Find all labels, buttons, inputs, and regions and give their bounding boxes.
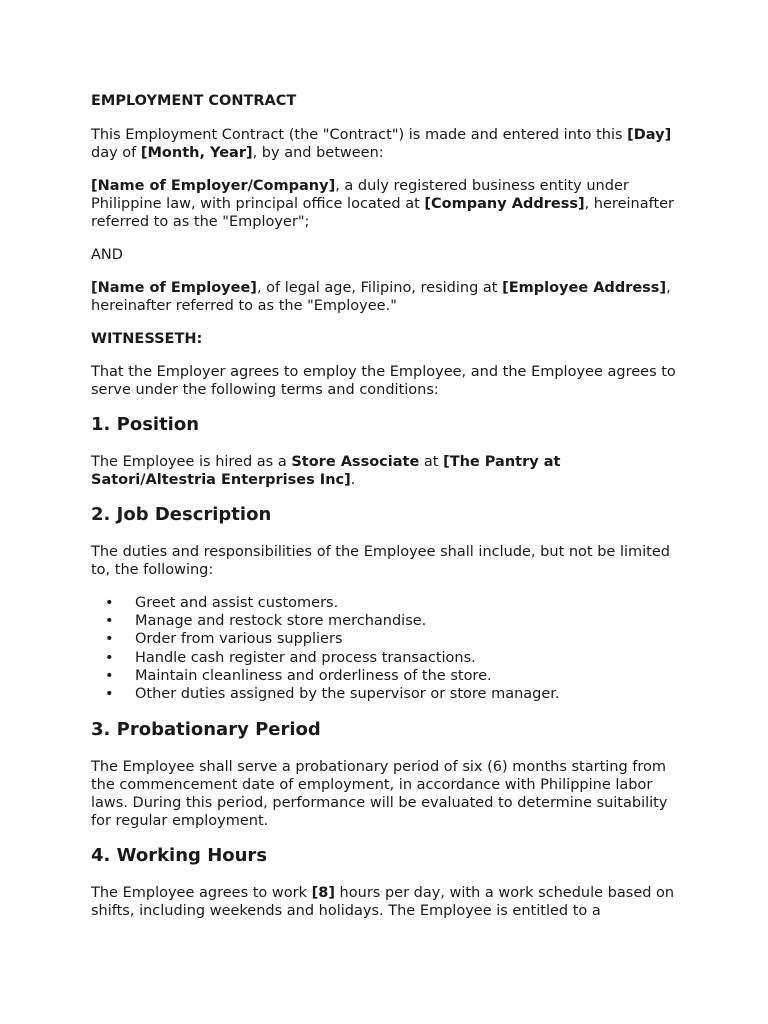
list-item: [91, 667, 676, 685]
role-name: Store Associate: [291, 454, 420, 470]
employee-address-placeholder: [Employee Address]: [502, 280, 667, 296]
hours-text-2: hours per day, with a work schedule based on shifts, including weekends and holidays. The Employee is entitled to a: [91, 885, 675, 920]
hours-placeholder: [8]: [311, 885, 335, 902]
bullet-icon: •: [105, 613, 114, 630]
intro-text-2: day of: [91, 145, 141, 161]
bullet-icon: •: [105, 631, 114, 648]
list-item-text: Order from various suppliers: [135, 631, 343, 648]
company-address-placeholder: [Company Address]: [424, 196, 585, 212]
position-text-3: .: [350, 472, 356, 488]
duties-list: [91, 594, 676, 703]
employee-text-1: , of legal age, Filipino, residing at: [256, 280, 503, 296]
employee-name-placeholder: [Name of Employee]: [91, 280, 257, 296]
list-item-text: Manage and restock store merchandise.: [135, 613, 427, 630]
section-heading-job: 2. Job Description: [91, 504, 272, 525]
intro-text-1: This Employment Contract (the "Contract") is made and entered into this: [91, 127, 628, 143]
document-title: EMPLOYMENT CONTRACT: [91, 93, 297, 109]
employee-paragraph: [91, 279, 676, 315]
list-item: [91, 685, 676, 703]
employer-text-1: , a duly registered business entity under Philippine law, with principal office located at: [91, 178, 629, 212]
employee-text-2: , hereinafter referred to as the "Employee.": [91, 280, 671, 314]
position-paragraph: [91, 453, 676, 489]
list-item-text: Handle cash register and process transactions.: [135, 649, 476, 666]
bullet-icon: •: [105, 686, 114, 703]
list-item-text: Greet and assist customers.: [135, 595, 339, 611]
day-placeholder: [Day]: [627, 127, 672, 143]
document-page: [91, 92, 676, 935]
section-heading-probation: 3. Probationary Period: [91, 719, 321, 741]
hours-paragraph: [91, 884, 676, 920]
bullet-icon: •: [105, 595, 114, 611]
job-intro-paragraph: The duties and responsibilities of the Employee shall include, but not be limited to, the following:: [91, 544, 670, 578]
company-name: [The Pantry at Satori/Altestria Enterprises Inc]: [91, 454, 561, 488]
employer-paragraph: [91, 177, 676, 231]
list-item: [91, 630, 676, 648]
position-text-2: at: [419, 454, 444, 470]
list-item-text: Other duties assigned by the supervisor or store manager.: [135, 686, 560, 703]
hours-text-1: The Employee agrees to work: [91, 885, 312, 902]
and-label: AND: [91, 247, 123, 263]
month-year-placeholder: [Month, Year]: [140, 145, 253, 161]
intro-text-3: , by and between:: [252, 145, 384, 161]
intro-paragraph: [91, 126, 676, 162]
list-item-text: Maintain cleanliness and orderliness of the store.: [135, 667, 492, 684]
list-item: [91, 594, 676, 612]
bullet-icon: •: [105, 649, 114, 666]
bullet-icon: •: [105, 667, 114, 684]
position-text-1: The Employee is hired as a: [91, 454, 292, 470]
list-item: [91, 649, 676, 667]
employer-text-2: , hereinafter referred to as the "Employer";: [91, 196, 675, 230]
probation-paragraph: The Employee shall serve a probationary period of six (6) months starting from the commencement date of employment, in accordance with Philippine labor laws. During this period, performance will be evaluated to determine suitability for regular employment.: [91, 759, 668, 830]
agreement-paragraph: That the Employer agrees to employ the Employee, and the Employee agrees to serve under the following terms and conditions:: [91, 364, 676, 398]
employer-name-placeholder: [Name of Employer/Company]: [91, 178, 336, 194]
witnesseth-label: WITNESSETH:: [91, 331, 203, 347]
section-heading-position: 1. Position: [91, 414, 200, 435]
section-heading-hours: 4. Working Hours: [91, 845, 268, 867]
list-item: [91, 612, 676, 630]
